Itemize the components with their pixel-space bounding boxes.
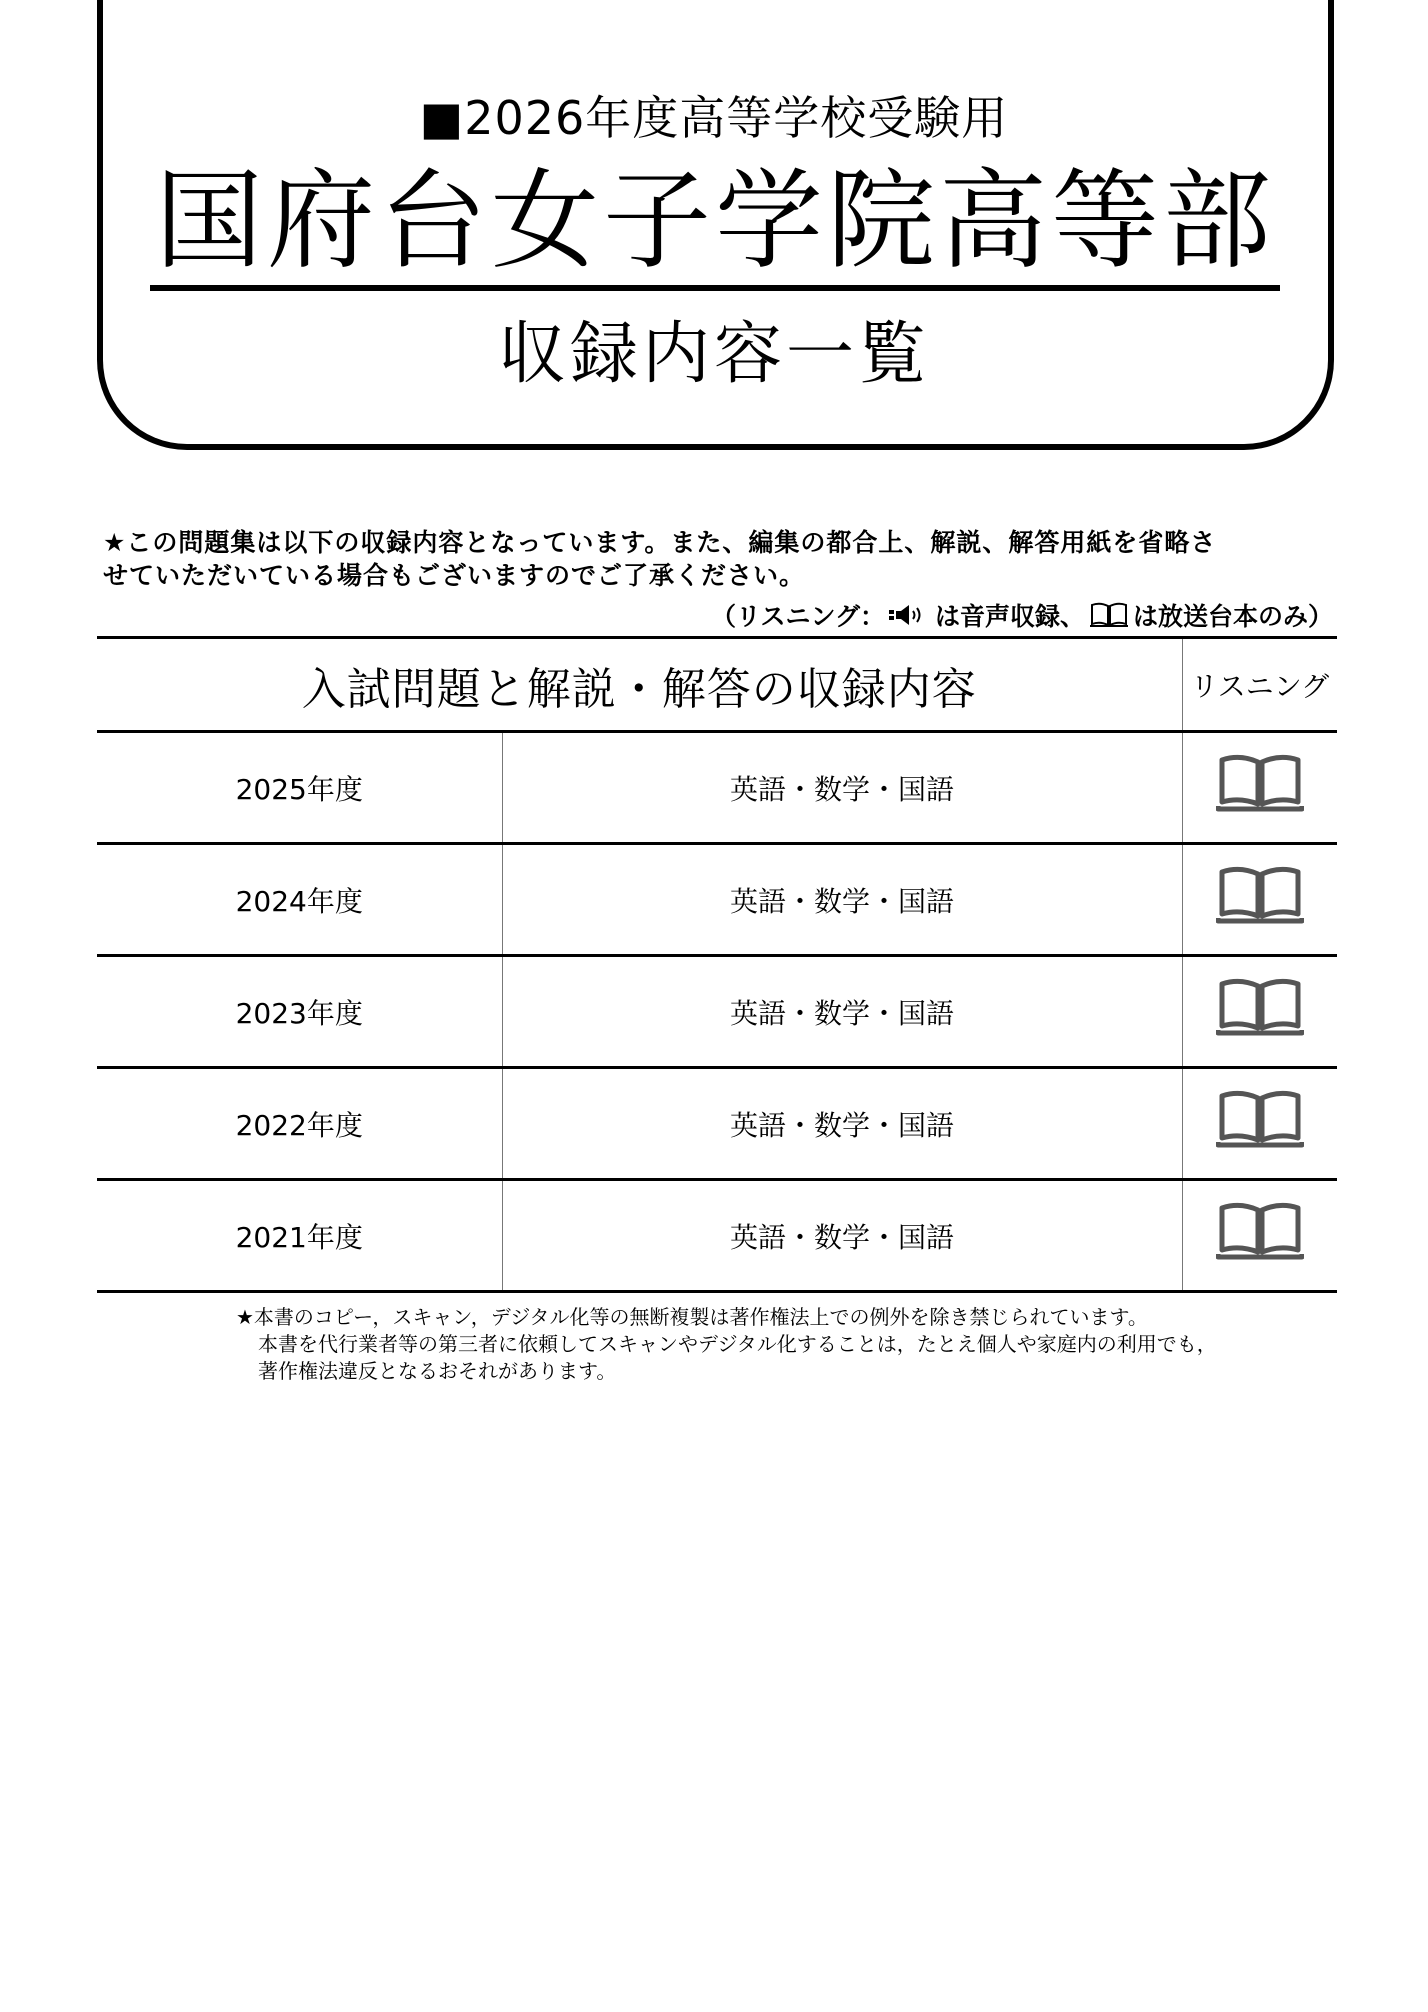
book-icon <box>1216 754 1304 814</box>
copyright-notice <box>236 1304 1217 1385</box>
row-year: 2024年度 <box>235 884 363 918</box>
row-subjects: 英語・数学・国語 <box>502 956 1182 1068</box>
row-listening <box>1182 1068 1337 1180</box>
row-listening <box>1182 956 1337 1068</box>
row-listening <box>1182 732 1337 844</box>
row-listening <box>1182 1180 1337 1292</box>
table-row <box>97 956 1337 1068</box>
row-subjects: 英語・数学・国語 <box>502 844 1182 956</box>
notice-line-1: ★この問題集は以下の収録内容となっています。また、編集の都合上、解説、解答用紙を省略さ <box>103 528 1217 557</box>
row-year: 2022年度 <box>235 1108 363 1142</box>
row-subjects: 英語・数学・国語 <box>502 1180 1182 1292</box>
legend-script-text: は放送台本のみ） <box>1132 602 1333 631</box>
table-row <box>97 1068 1337 1180</box>
row-subjects: 英語・数学・国語 <box>502 1068 1182 1180</box>
row-listening <box>1182 844 1337 956</box>
title-underline <box>150 285 1280 291</box>
notice-text <box>103 526 1343 592</box>
table-header-listening: リスニング <box>1182 638 1337 732</box>
table-row <box>97 732 1337 844</box>
table-header-main: 入試問題と解説・解答の収録内容 <box>301 663 977 715</box>
row-subjects: 英語・数学・国語 <box>502 732 1182 844</box>
listening-legend <box>711 597 1333 633</box>
book-icon <box>1216 1202 1304 1262</box>
legend-audio-text: は音声収録、 <box>934 602 1085 631</box>
notice-line-2: せていただいている場合もございますのでご了承ください。 <box>103 561 806 590</box>
speaker-icon <box>889 603 931 627</box>
copyright-line-1: ★本書のコピー，スキャン，デジタル化等の無断複製は著作権法上での例外を除き禁じられています。 <box>236 1305 1148 1329</box>
book-icon <box>1216 1090 1304 1150</box>
row-year: 2021年度 <box>235 1220 363 1254</box>
edition-label: ■2026年度高等学校受験用 <box>419 91 1009 145</box>
contents-table <box>97 636 1337 1293</box>
page-subtitle: 収録内容一覧 <box>497 315 930 394</box>
legend-open: （リスニング： <box>710 602 885 631</box>
table-header-row <box>97 638 1337 732</box>
copyright-line-2: 本書を代行業者等の第三者に依頼してスキャンやデジタル化することは，たとえ個人や家庭内の利用でも， <box>258 1332 1217 1356</box>
copyright-line-3: 著作権法違反となるおそれがあります。 <box>258 1359 617 1383</box>
book-icon <box>1216 978 1304 1038</box>
row-year: 2023年度 <box>235 996 363 1030</box>
table-row <box>97 1180 1337 1292</box>
school-name-title: 国府台女子学院高等部 <box>154 159 1275 284</box>
row-year: 2025年度 <box>235 772 363 806</box>
book-icon <box>1089 602 1129 628</box>
table-row <box>97 844 1337 956</box>
book-icon <box>1216 866 1304 926</box>
